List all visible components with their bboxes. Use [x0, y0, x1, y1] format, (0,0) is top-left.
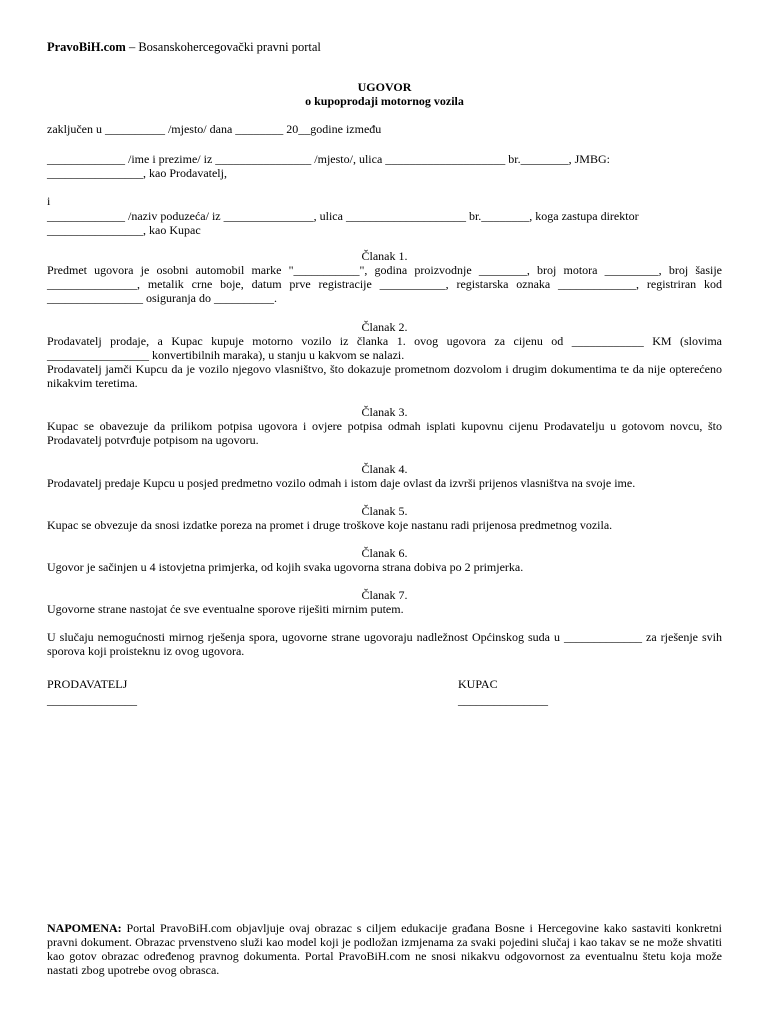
site-name: PravoBiH.com [47, 40, 126, 54]
closing-clause: U slučaju nemogućnosti mirnog rješenja spora, ugovorne strane ugovoraju nadležnost Općinskog suda u _____________ za rješenje svih sporova koji proisteknu iz ovog ugovora. [47, 630, 722, 658]
article-heading: Članak 3. [361, 405, 408, 419]
conjunction: i [47, 194, 51, 208]
article-text: Prodavatelj prodaje, a Kupac kupuje motorno vozilo iz članka 1. ovog ugovora za cijenu od ____________ KM (slovima _________________ konvertibilnih maraka), u stanju u kakvom se nalazi. [47, 334, 722, 362]
article-heading: Članak 6. [361, 546, 408, 560]
buyer-line-2: ________________, kao Kupac [47, 223, 201, 237]
article-text: Kupac se obavezuje da prilikom potpisa ugovora i ovjere potpisa odmah isplati kupovnu cijenu Prodavatelju u gotovom novcu, što Prodavatelj potvrđuje potpisom na ugovoru. [47, 419, 722, 447]
article-7 [47, 588, 722, 616]
title-line-2: o kupoprodaji motornog vozila [305, 94, 464, 108]
document-title [47, 80, 722, 108]
article-heading: Članak 7. [361, 588, 408, 602]
site-tagline: Bosanskohercegovački pravni portal [138, 40, 321, 54]
article-text: Ugovor je sačinjen u 4 istovjetna primjerka, od kojih svaka ugovorna strana dobiva po 2 primjerka. [47, 560, 524, 574]
article-text: Kupac se obvezuje da snosi izdatke poreza na promet i druge troškove koje nastanu radi prijenosa predmetnog vozila. [47, 518, 613, 532]
article-1 [47, 249, 722, 305]
title-line-1: UGOVOR [357, 80, 412, 94]
document-body [47, 40, 722, 658]
article-3 [47, 405, 722, 447]
article-5 [47, 504, 722, 532]
article-6 [47, 546, 722, 574]
seller-line-2: ________________, kao Prodavatelj, [47, 166, 227, 180]
article-heading: Članak 1. [361, 249, 408, 263]
article-heading: Članak 4. [361, 462, 408, 476]
seller-line-1: _____________ /ime i prezime/ iz ________________ /mjesto/, ulica ____________________ br.________, JMBG: [47, 152, 610, 166]
party-seller [47, 152, 722, 180]
note-label: NAPOMENA: [47, 921, 122, 935]
buyer-signature-label: KUPAC [458, 677, 498, 691]
article-text: Ugovorne strane nastojat će sve eventualne sporove riješiti mirnim putem. [47, 602, 404, 616]
buyer-signature-line: _______________ [458, 693, 548, 707]
buyer-signature [458, 677, 548, 708]
buyer-line-1: _____________ /naziv poduzeća/ iz _______________, ulica ____________________ br.________, koga zastupa direktor [47, 209, 639, 223]
article-text: Prodavatelj predaje Kupcu u posjed predmetno vozilo odmah i istom daje ovlast da izvrši prijenos vlasništva na svoje ime. [47, 476, 636, 490]
article-text: Predmet ugovora je osobni automobil marke "___________", godina proizvodnje ________, broj motora _________, broj šasije _______________, metalik crne boje, datum prve registracije ___________, registarska oznaka _____________, registriran kod ________________ osiguranja do __________. [47, 263, 722, 305]
article-4 [47, 462, 722, 490]
header-separator: – [125, 40, 139, 54]
article-2 [47, 320, 722, 390]
note-text: Portal PravoBiH.com objavljuje ovaj obrazac s ciljem edukacije građana Bosne i Hercegovine kako sastaviti konkretni pravni dokument. Obrazac prvenstveno služi kao model koji je podložan izmjenama za svaki pojedini slučaj i kao takav se ne može shvatiti kao gotov obrazac određenog pravnog dokumenta. Portal PravoBiH.com ne snosi nikakvu odgovornost za eventualnu štetu koja može nastati zbog upotrebe ovog obrasca. [47, 921, 722, 977]
article-text: Prodavatelj jamči Kupcu da je vozilo njegovo vlasništvo, što dokazuje prometnom dozvolom i drugim dokumentima te da nije opterećeno nikakvim teretima. [47, 362, 722, 390]
seller-signature-line: _______________ [47, 693, 137, 707]
article-heading: Članak 5. [361, 504, 408, 518]
article-heading: Članak 2. [361, 320, 408, 334]
disclaimer-note [47, 921, 722, 977]
seller-signature-label: PRODAVATELJ [47, 677, 128, 691]
party-buyer [47, 209, 722, 237]
seller-signature [47, 677, 137, 708]
intro-line: zaključen u __________ /mjesto/ dana ________ 20__godine između [47, 122, 382, 136]
page-header [47, 40, 722, 55]
